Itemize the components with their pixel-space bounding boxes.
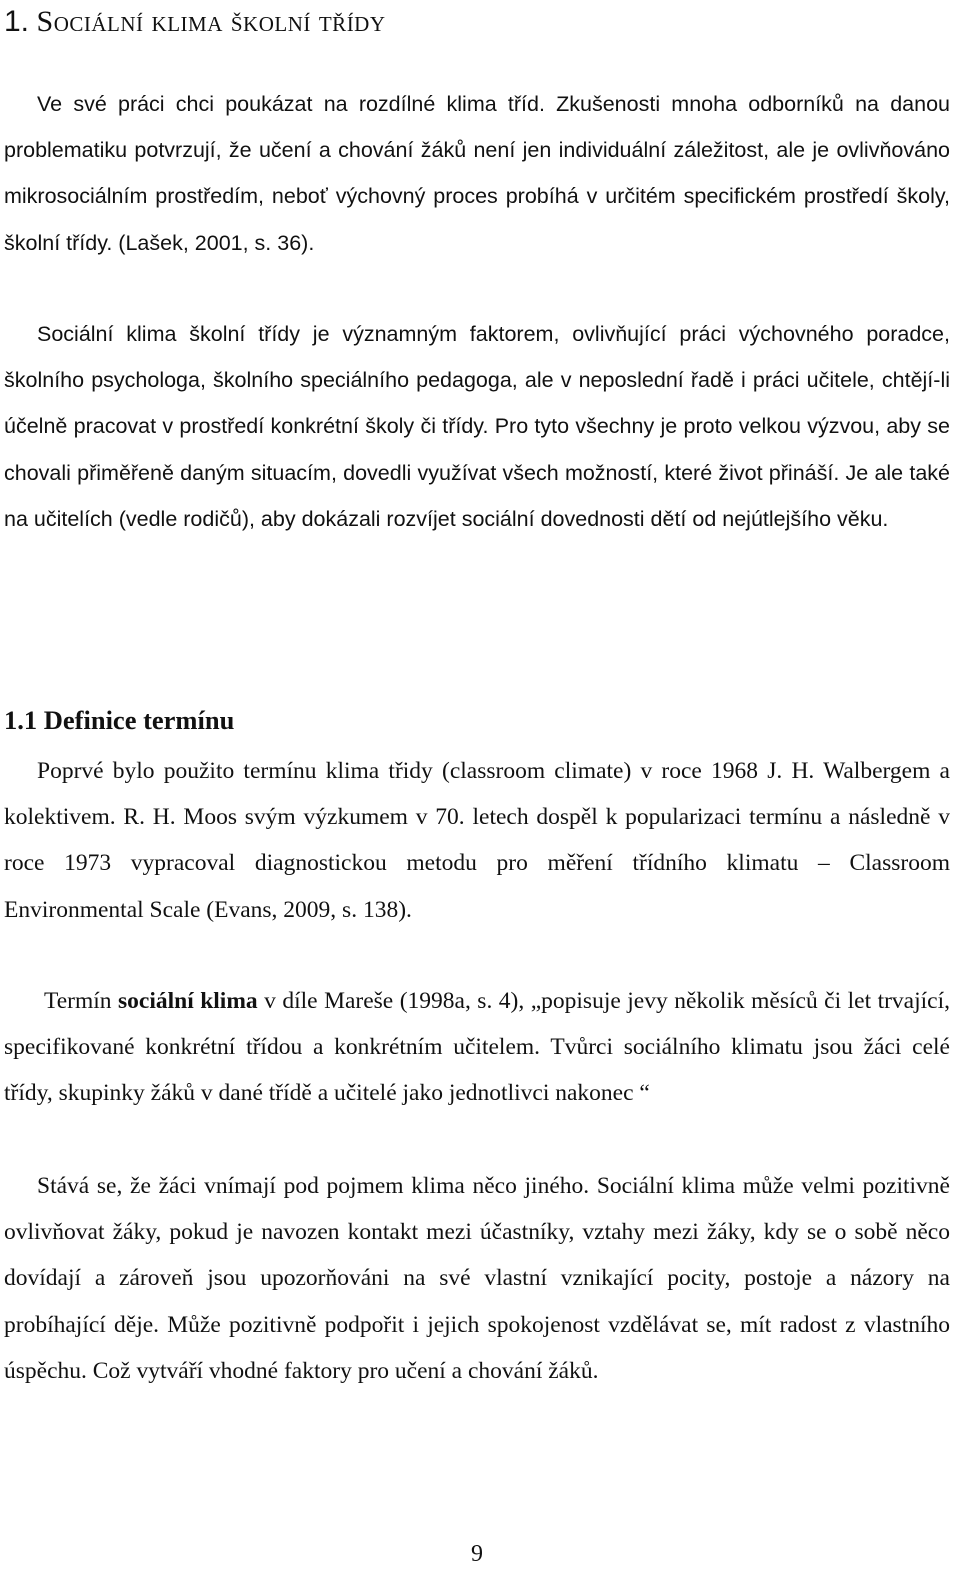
chapter-heading [4,4,386,40]
paragraph-perception [4,1163,950,1394]
paragraph-mares-post: v díle Mareše (1998a, s. 4), „popisuje jevy několik měsíců či let trvající, specifikované konkrétní třídou a konkrétním učitelem. Tvůrci sociálního klimatu jsou žáci celé třídy, skupinky žáků v dané třídě a učitelé jako jednotlivci nakonec “ [4,988,951,1107]
paragraph-social-climate-text: Sociální klima školní třídy je významným faktorem, ovlivňující práci výchovného poradce, školního psychologa, školního speciálního pedagoga, ale v neposlední řadě i práci učitele, chtějí-li účelně pracovat v prostředí konkrétní školy či třídy. Pro tyto všechny je proto velkou výzvou, aby se chovali přiměřeně daným situacím, dovedli využívat všech možností, které život přináší. Je ale také na učitelích (vedle rodičů), aby dokázali rozvíjet sociální dovednosti dětí od nejútlejšího věku. [4,322,950,531]
paragraph-perception-text: Stává se, že žáci vnímají pod pojmem klima něco jiného. Sociální klima může velmi pozitivně ovlivňovat žáky, pokud je navozen kontakt mezi účastníky, vztahy mezi žáky, kdy se o sobě něco dovídají a zároveň jsou upozorňováni na své vlastní vznikající pocity, postoje a názory na probíhající děje. Může pozitivně podpořit i jejich spokojenost vzdělávat se, mít radost z vlastního úspěchu. Což vytváří vhodné faktory pro učení a chování žáků. [4,1173,950,1384]
paragraph-definition-text: Poprvé bylo použito termínu klima třidy (classroom climate) v roce 1968 J. H. Walbergem a kolektivem. R. H. Moos svým výzkumem v 70. letech dospěl k popularizaci termínu a následně v roce 1973 vypracoval diagnostickou metodu pro měření třídního klimatu – Classroom Environmental Scale (Evans, 2009, s. 138). [4,758,950,923]
chapter-title: Sociální klima školní třídy [36,5,386,38]
paragraph-intro [4,81,950,266]
term-social-climate: sociální klima [118,988,258,1014]
section-heading: 1.1 Definice termínu [4,705,235,735]
paragraph-definition [4,748,950,933]
page-number: 9 [471,1541,483,1567]
paragraph-mares-pre: Termín [44,988,118,1014]
paragraph-intro-text: Ve své práci chci poukázat na rozdílné klima tříd. Zkušenosti mnoha odborníků na danou problematiku potvrzují, že učení a chování žáků není jen individuální záležitost, ale je ovlivňováno mikrosociálním prostředím, neboť výchovný proces probíhá v určitém specifickém prostředí školy, školní třídy. (Lašek, 2001, s. 36). [4,92,950,255]
paragraph-mares [4,978,950,1117]
paragraph-social-climate [4,311,950,542]
chapter-number: 1. [4,5,30,38]
